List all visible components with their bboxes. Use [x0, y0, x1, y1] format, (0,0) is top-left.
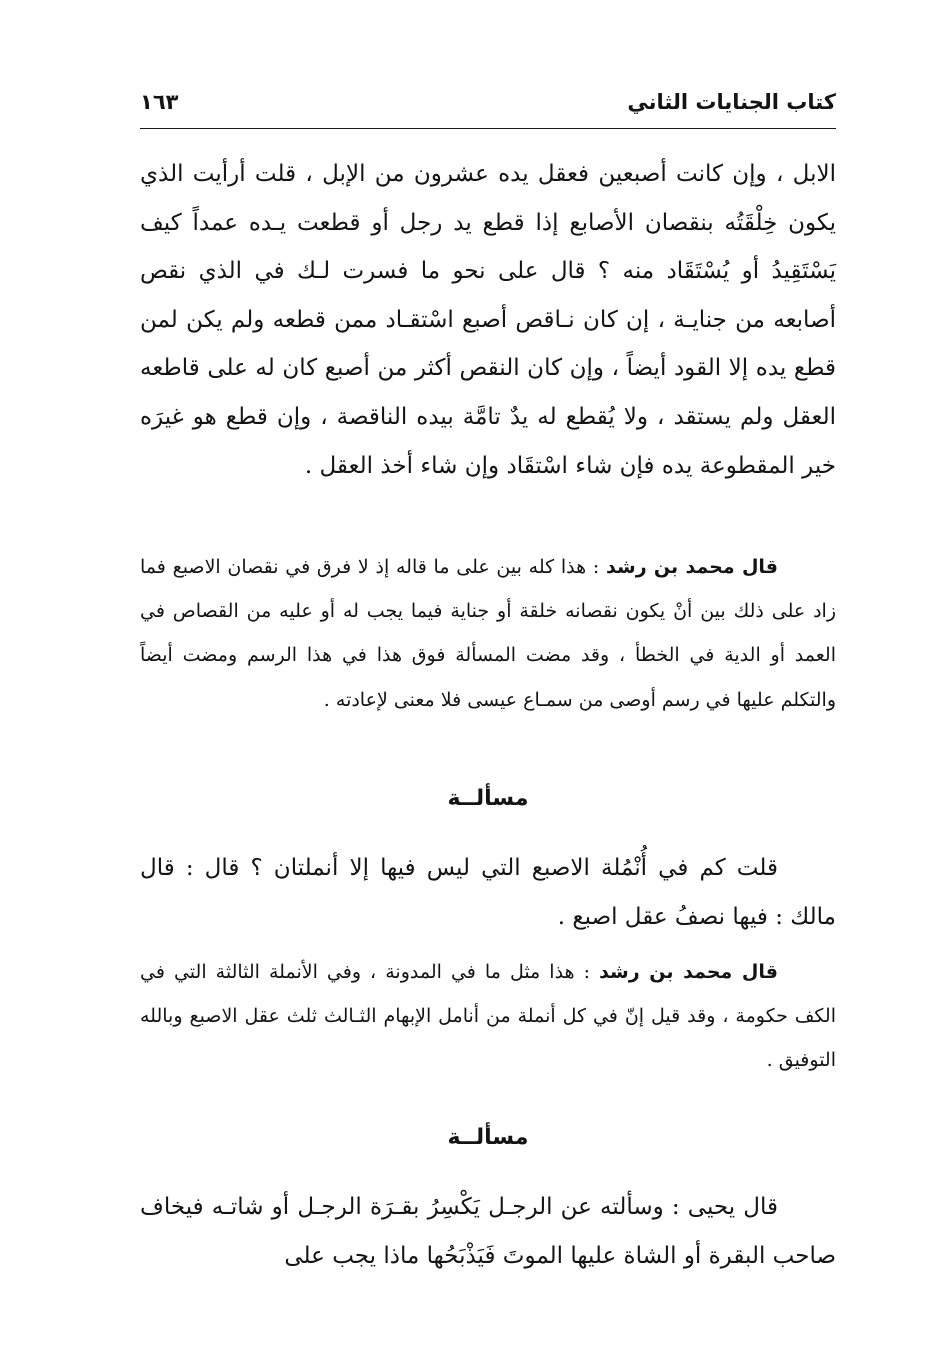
paragraph-main [140, 150, 836, 490]
commentary-1 [140, 545, 836, 722]
section-heading-2: مسألــة [447, 1125, 529, 1150]
paragraph-final [140, 1183, 836, 1280]
question-paragraph [140, 844, 836, 941]
question-paragraph-text: قلت كم في أُنْمُلة الاصبع التي ليس فيها إلا أنملتان ؟ قال : قال مالك : فيها نصفُ عقل اصبع . [140, 855, 836, 930]
running-title: كتاب الجنايات الثاني [627, 90, 836, 114]
page-header [140, 84, 836, 129]
commentary-1-text: : هذا كله بين على ما قاله إذ لا فرق في نقصان الاصبع فما زاد على ذلك بين أنْ يكون نقصانه خلقة أو جناية فيما يجب له أو عليه من القصاص في العمد أو الدية في الخطأ ، وقد مضت المسألة فوق هذا في هذا الرسم ومضت أيضاً والتكلم عليها في رسم أوصى من سمـاع عيسى فلا معنى لإعادته . [140, 556, 836, 711]
page-number: ١٦٣ [140, 90, 179, 114]
commentary-2 [140, 950, 836, 1083]
commentary-2-speaker: قال محمد بن رشد [599, 961, 778, 983]
paragraph-final-text: قال يحيى : وسألته عن الرجـل يَكْسِرُ بقـرَة الرجـل أو شاتـه فيخاف صاحب البقرة أو الشاة عليها الموتَ فَيَذْبَحُها ماذا يجب على [140, 1194, 836, 1269]
commentary-2-text: : هذا مثل ما في المدونة ، وفي الأنملة الثالثة التي في الكف حكومة ، وقد قيل إنّ في كل أنملة من أنامل الإبهام الثـالث ثلث عقل الاصبع وبالله التوفيق . [140, 961, 836, 1072]
section-heading-1: مسألــة [447, 786, 529, 811]
paragraph-main-text: الابل ، وإن كانت أصبعين فعقل يده عشرون من الإبل ، قلت أرأيت الذي يكون خِلْقَتُه بنقصان الأصابع إذا قطع يد رجل أو قطعت يـده عمداً كيف يَسْتَقِيدُ أو يُسْتَقَاد منه ؟ قال على نحو ما فسرت لـك في الذي نقص أصابعه من جنايـة ، إن كان نـاقص أصبع اسْتقـاد ممن قطعه ولم يكن لمن قطع يده إلا القود أيضاً ، وإن كان النقص أكثر من أصبع كان له على قاطعه العقل ولم يستقد ، ولا يُقطع له يدٌ تامَّة بيده الناقصة ، وإن قطع هو غيرَه خير المقطوعة يده فإن شاء اسْتقَاد وإن شاء أخذ العقل . [140, 161, 836, 479]
commentary-1-speaker: قال محمد بن رشد [606, 556, 779, 578]
